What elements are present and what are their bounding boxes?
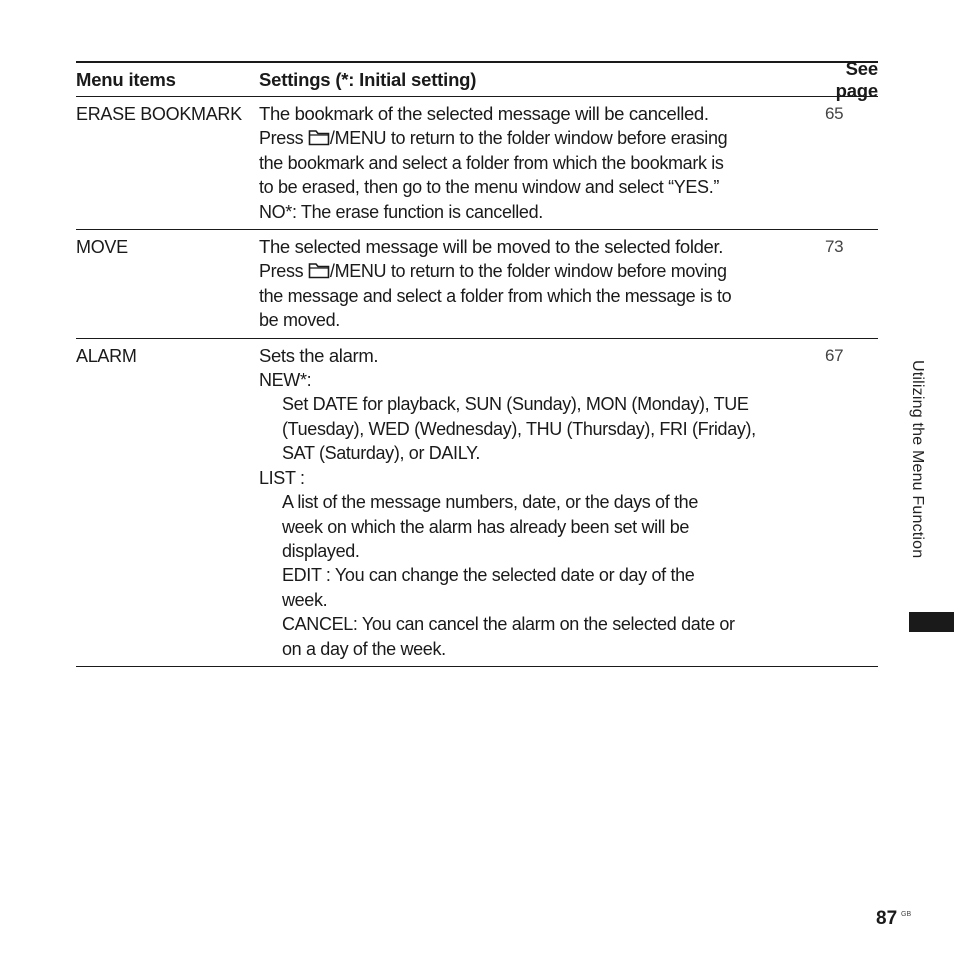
setting-lead: The selected message will be moved to the selected folder. — [259, 236, 724, 258]
option-edit-text: EDIT : You can change the selected date or day of the — [282, 565, 695, 586]
setting-description — [259, 102, 799, 224]
table-row-erase-bookmark — [76, 97, 878, 230]
table-header — [76, 57, 878, 101]
section-side-tab-label: Utilizing the Menu Function — [909, 360, 926, 559]
setting-lead: The bookmark of the selected message will be cancelled. — [259, 103, 709, 124]
option-edit-text: week. — [282, 589, 328, 610]
table-row-move — [76, 230, 878, 339]
header-see-page: See page — [835, 57, 878, 101]
press-text: Press — [259, 261, 304, 282]
menu-item-name: MOVE — [76, 237, 128, 258]
setting-text: /MENU to return to the folder window before moving — [329, 261, 727, 282]
section-tab-marker — [909, 612, 954, 632]
see-page-number: 65 — [825, 104, 844, 123]
option-new-text: (Tuesday), WED (Wednesday), THU (Thursday), FRI (Friday), — [282, 418, 756, 439]
folder-icon — [308, 262, 330, 279]
setting-description — [259, 235, 799, 333]
section-side-tab — [902, 360, 926, 600]
option-cancel-text: on a day of the week. — [282, 638, 446, 659]
menu-table — [76, 57, 878, 667]
see-page-number: 67 — [825, 345, 844, 365]
option-new-text: SAT (Saturday), or DAILY. — [282, 443, 481, 464]
setting-lead: Sets the alarm. — [259, 344, 379, 366]
table-row-alarm — [76, 339, 878, 667]
setting-text-line: be moved. — [259, 310, 340, 331]
press-text: Press — [259, 128, 304, 149]
menu-item-name: ERASE BOOKMARK — [76, 104, 242, 124]
setting-text-line: NO*: The erase function is cancelled. — [259, 201, 543, 222]
menu-item-name: ALARM — [76, 345, 137, 366]
option-new-label: NEW*: — [259, 370, 312, 391]
header-settings: Settings (*: Initial setting) — [259, 68, 477, 90]
option-new-text: Set DATE for playback, SUN (Sunday), MON (Monday), TUE — [282, 394, 749, 415]
option-list-text: A list of the message numbers, date, or the days of the — [282, 492, 698, 513]
see-page-number: 73 — [825, 237, 844, 257]
setting-text-line — [259, 259, 799, 283]
setting-text-line — [259, 126, 799, 150]
option-list-label: LIST : — [259, 467, 305, 488]
setting-text-line: the message and select a folder from which the message is to — [259, 285, 732, 306]
option-list-text: week on which the alarm has already been set will be — [282, 516, 690, 537]
header-menu-items: Menu items — [76, 68, 176, 90]
setting-text: /MENU to return to the folder window before erasing — [329, 128, 728, 149]
page-number-suffix: GB — [901, 911, 912, 918]
option-cancel-text: CANCEL: You can cancel the alarm on the selected date or — [282, 614, 735, 635]
page-number: 87 — [876, 908, 898, 929]
setting-description — [259, 344, 799, 661]
option-list-text: displayed. — [282, 540, 360, 561]
setting-text-line: the bookmark and select a folder from which the bookmark is — [259, 152, 724, 173]
setting-text-line: to be erased, then go to the menu window and select “YES.” — [259, 177, 719, 198]
folder-icon — [308, 129, 330, 146]
